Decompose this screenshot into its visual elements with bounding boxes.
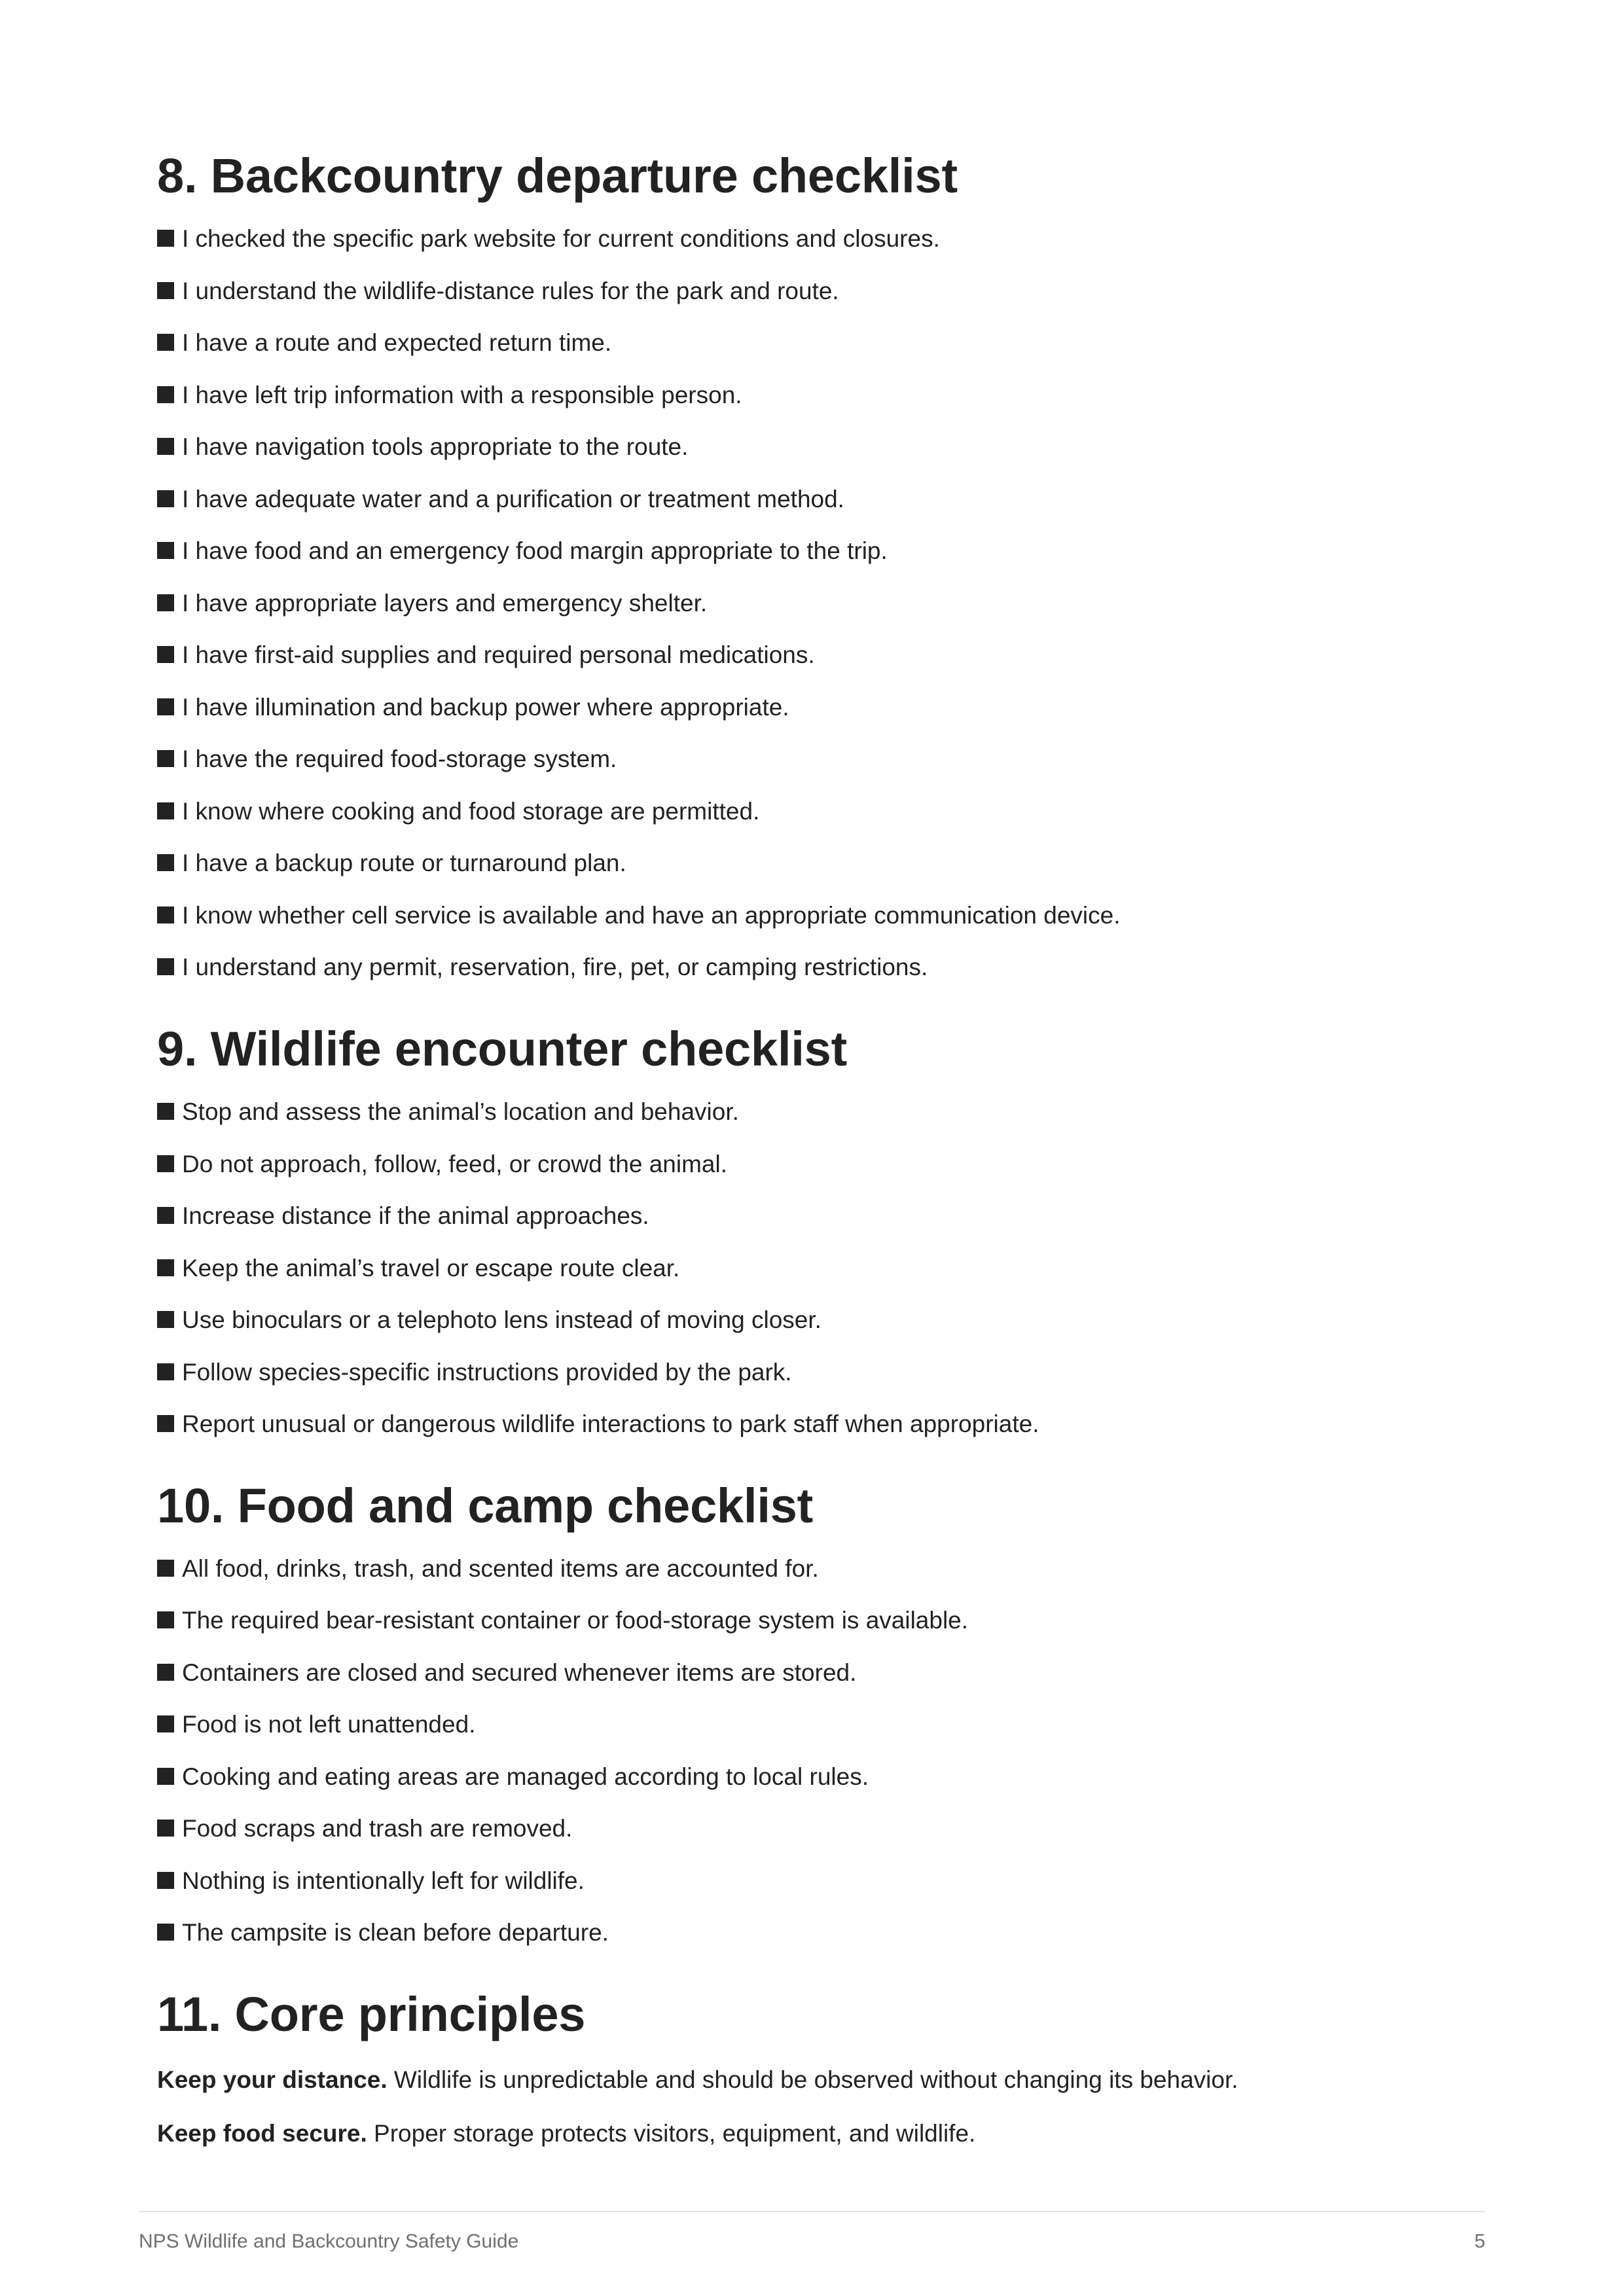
principle-text: Wildlife is unpredictable and should be observed without changing its behavior. (387, 2066, 1238, 2093)
checklist-item (157, 1855, 1492, 1907)
section-core-principles (157, 1988, 1492, 2160)
checkbox-icon[interactable] (157, 1924, 174, 1941)
checklist-item (157, 629, 1492, 681)
checklist-item-text: Cooking and eating areas are managed according to local rules. (182, 1763, 869, 1790)
checkbox-icon[interactable] (157, 1611, 174, 1628)
checklist-item (157, 1595, 1492, 1647)
footer-divider (139, 2211, 1485, 2212)
checklist-item-text: I know whether cell service is available and have an appropriate communication device. (182, 901, 1121, 929)
checklist-item-text: Use binoculars or a telephoto lens instead of moving closer. (182, 1306, 821, 1334)
checkbox-icon[interactable] (157, 802, 174, 819)
checkbox-icon[interactable] (157, 1155, 174, 1172)
section-title: 8. Backcountry departure checklist (157, 149, 958, 203)
checkbox-icon[interactable] (157, 438, 174, 455)
checkbox-icon[interactable] (157, 1259, 174, 1276)
checklist-item-text: I have first-aid supplies and required personal medications. (182, 641, 815, 669)
checklist-item (157, 1647, 1492, 1699)
checkbox-icon[interactable] (157, 646, 174, 663)
checklist-item (157, 733, 1492, 785)
checkbox-icon[interactable] (157, 906, 174, 924)
checklist-item-text: Food is not left unattended. (182, 1711, 476, 1738)
checkbox-icon[interactable] (157, 542, 174, 559)
section-departure-checklist (157, 149, 1492, 994)
checklist-item-text: I have appropriate layers and emergency shelter. (182, 589, 708, 617)
principle-text: Proper storage protects visitors, equipment, and wildlife. (367, 2119, 976, 2147)
checkbox-icon[interactable] (157, 1872, 174, 1889)
checklist-item-text: Do not approach, follow, feed, or crowd the animal. (182, 1150, 727, 1177)
checklist-item (157, 1138, 1492, 1191)
checkbox-icon[interactable] (157, 1311, 174, 1328)
checklist-item-text: I checked the specific park website for current conditions and closures. (182, 225, 940, 253)
checklist-item (157, 1086, 1492, 1138)
checkbox-icon[interactable] (157, 282, 174, 299)
section-title: 9. Wildlife encounter checklist (157, 1021, 848, 1076)
checklist-item (157, 317, 1492, 369)
checklist-item-text: I understand the wildlife-distance rules for the park and route. (182, 277, 839, 304)
checklist-item-text: I know where cooking and food storage are permitted. (182, 797, 760, 825)
checklist-item (157, 1190, 1492, 1242)
checklist-item (157, 1294, 1492, 1346)
footer-title: NPS Wildlife and Backcountry Safety Guide (139, 2231, 519, 2252)
checklist-item-text: The campsite is clean before departure. (182, 1919, 609, 1946)
checklist-item-text: All food, drinks, trash, and scented items are accounted for. (182, 1554, 819, 1582)
checklist-item-text: I have a route and expected return time. (182, 329, 612, 357)
checklist-item (157, 1699, 1492, 1751)
checklist-item (157, 1543, 1492, 1595)
checklist-item (157, 837, 1492, 889)
checkbox-icon[interactable] (157, 230, 174, 247)
checklist-item (157, 941, 1492, 994)
checklist-item-text: The required bear-resistant container or food-storage system is available. (182, 1607, 969, 1634)
checklist-item-text: I have illumination and backup power where appropriate. (182, 693, 789, 721)
checklist-item (157, 421, 1492, 473)
checkbox-icon[interactable] (157, 1103, 174, 1120)
page-number: 5 (1474, 2231, 1485, 2252)
principle-paragraph (157, 2107, 1492, 2161)
checklist-item-text: I have left trip information with a responsible person. (182, 381, 742, 408)
document-body (157, 149, 1492, 2161)
principle-lead: Keep food secure. (157, 2119, 367, 2147)
checklist-item-text: I have food and an emergency food margin appropriate to the trip. (182, 537, 888, 565)
checklist-item-text: I have a backup route or turnaround plan. (182, 850, 626, 877)
checkbox-icon[interactable] (157, 1363, 174, 1380)
checklist-item-text: Containers are closed and secured whenever items are stored. (182, 1659, 857, 1686)
checkbox-icon[interactable] (157, 750, 174, 767)
checklist (157, 213, 1492, 994)
checkbox-icon[interactable] (157, 386, 174, 403)
checklist-item-text: Follow species-specific instructions provided by the park. (182, 1358, 792, 1386)
section-title: 10. Food and camp checklist (157, 1478, 814, 1533)
checkbox-icon[interactable] (157, 490, 174, 507)
checklist-item (157, 1751, 1492, 1803)
checklist-item (157, 577, 1492, 630)
checkbox-icon[interactable] (157, 1820, 174, 1837)
checklist-item-text: Increase distance if the animal approaches. (182, 1202, 649, 1230)
checkbox-icon[interactable] (157, 1664, 174, 1681)
checklist-item-text: Keep the animal’s travel or escape route clear. (182, 1254, 680, 1282)
checklist-item (157, 1242, 1492, 1295)
checklist (157, 1543, 1492, 1959)
checklist-item-text: I understand any permit, reservation, fire, pet, or camping restrictions. (182, 954, 928, 981)
checklist-item (157, 1346, 1492, 1399)
checklist-item (157, 1803, 1492, 1856)
checklist-item (157, 525, 1492, 577)
checklist-item-text: Nothing is intentionally left for wildlife. (182, 1867, 585, 1894)
checklist-item (157, 681, 1492, 734)
checklist-item-text: I have navigation tools appropriate to the route. (182, 433, 689, 461)
checkbox-icon[interactable] (157, 698, 174, 715)
checkbox-icon[interactable] (157, 1415, 174, 1432)
checkbox-icon[interactable] (157, 1768, 174, 1785)
checkbox-icon[interactable] (157, 1560, 174, 1577)
checklist (157, 1086, 1492, 1450)
checklist-item (157, 889, 1492, 942)
section-wildlife-encounter-checklist (157, 1022, 1492, 1450)
principle-lead: Keep your distance. (157, 2066, 388, 2093)
checkbox-icon[interactable] (157, 958, 174, 975)
checklist-item-text: Stop and assess the animal’s location and behavior. (182, 1098, 739, 1126)
checklist-item (157, 473, 1492, 526)
checklist-item-text: Food scraps and trash are removed. (182, 1815, 573, 1842)
checklist-item (157, 213, 1492, 265)
section-title: 11. Core principles (157, 1987, 586, 2042)
checklist-item (157, 1398, 1492, 1450)
checkbox-icon[interactable] (157, 594, 174, 611)
principles-list (157, 2053, 1492, 2161)
checkbox-icon[interactable] (157, 334, 174, 351)
checklist-item-text: Report unusual or dangerous wildlife interactions to park staff when appropriate. (182, 1410, 1039, 1438)
checklist-item (157, 369, 1492, 422)
checklist-item-text: I have adequate water and a purification or treatment method. (182, 485, 844, 512)
checkbox-icon[interactable] (157, 1207, 174, 1224)
checklist-item (157, 785, 1492, 838)
checkbox-icon[interactable] (157, 854, 174, 871)
checklist-item (157, 1907, 1492, 1960)
principle-paragraph (157, 2053, 1492, 2107)
checklist-item (157, 265, 1492, 317)
checklist-item-text: I have the required food-storage system. (182, 745, 617, 773)
checkbox-icon[interactable] (157, 1715, 174, 1732)
section-food-camp-checklist (157, 1479, 1492, 1959)
